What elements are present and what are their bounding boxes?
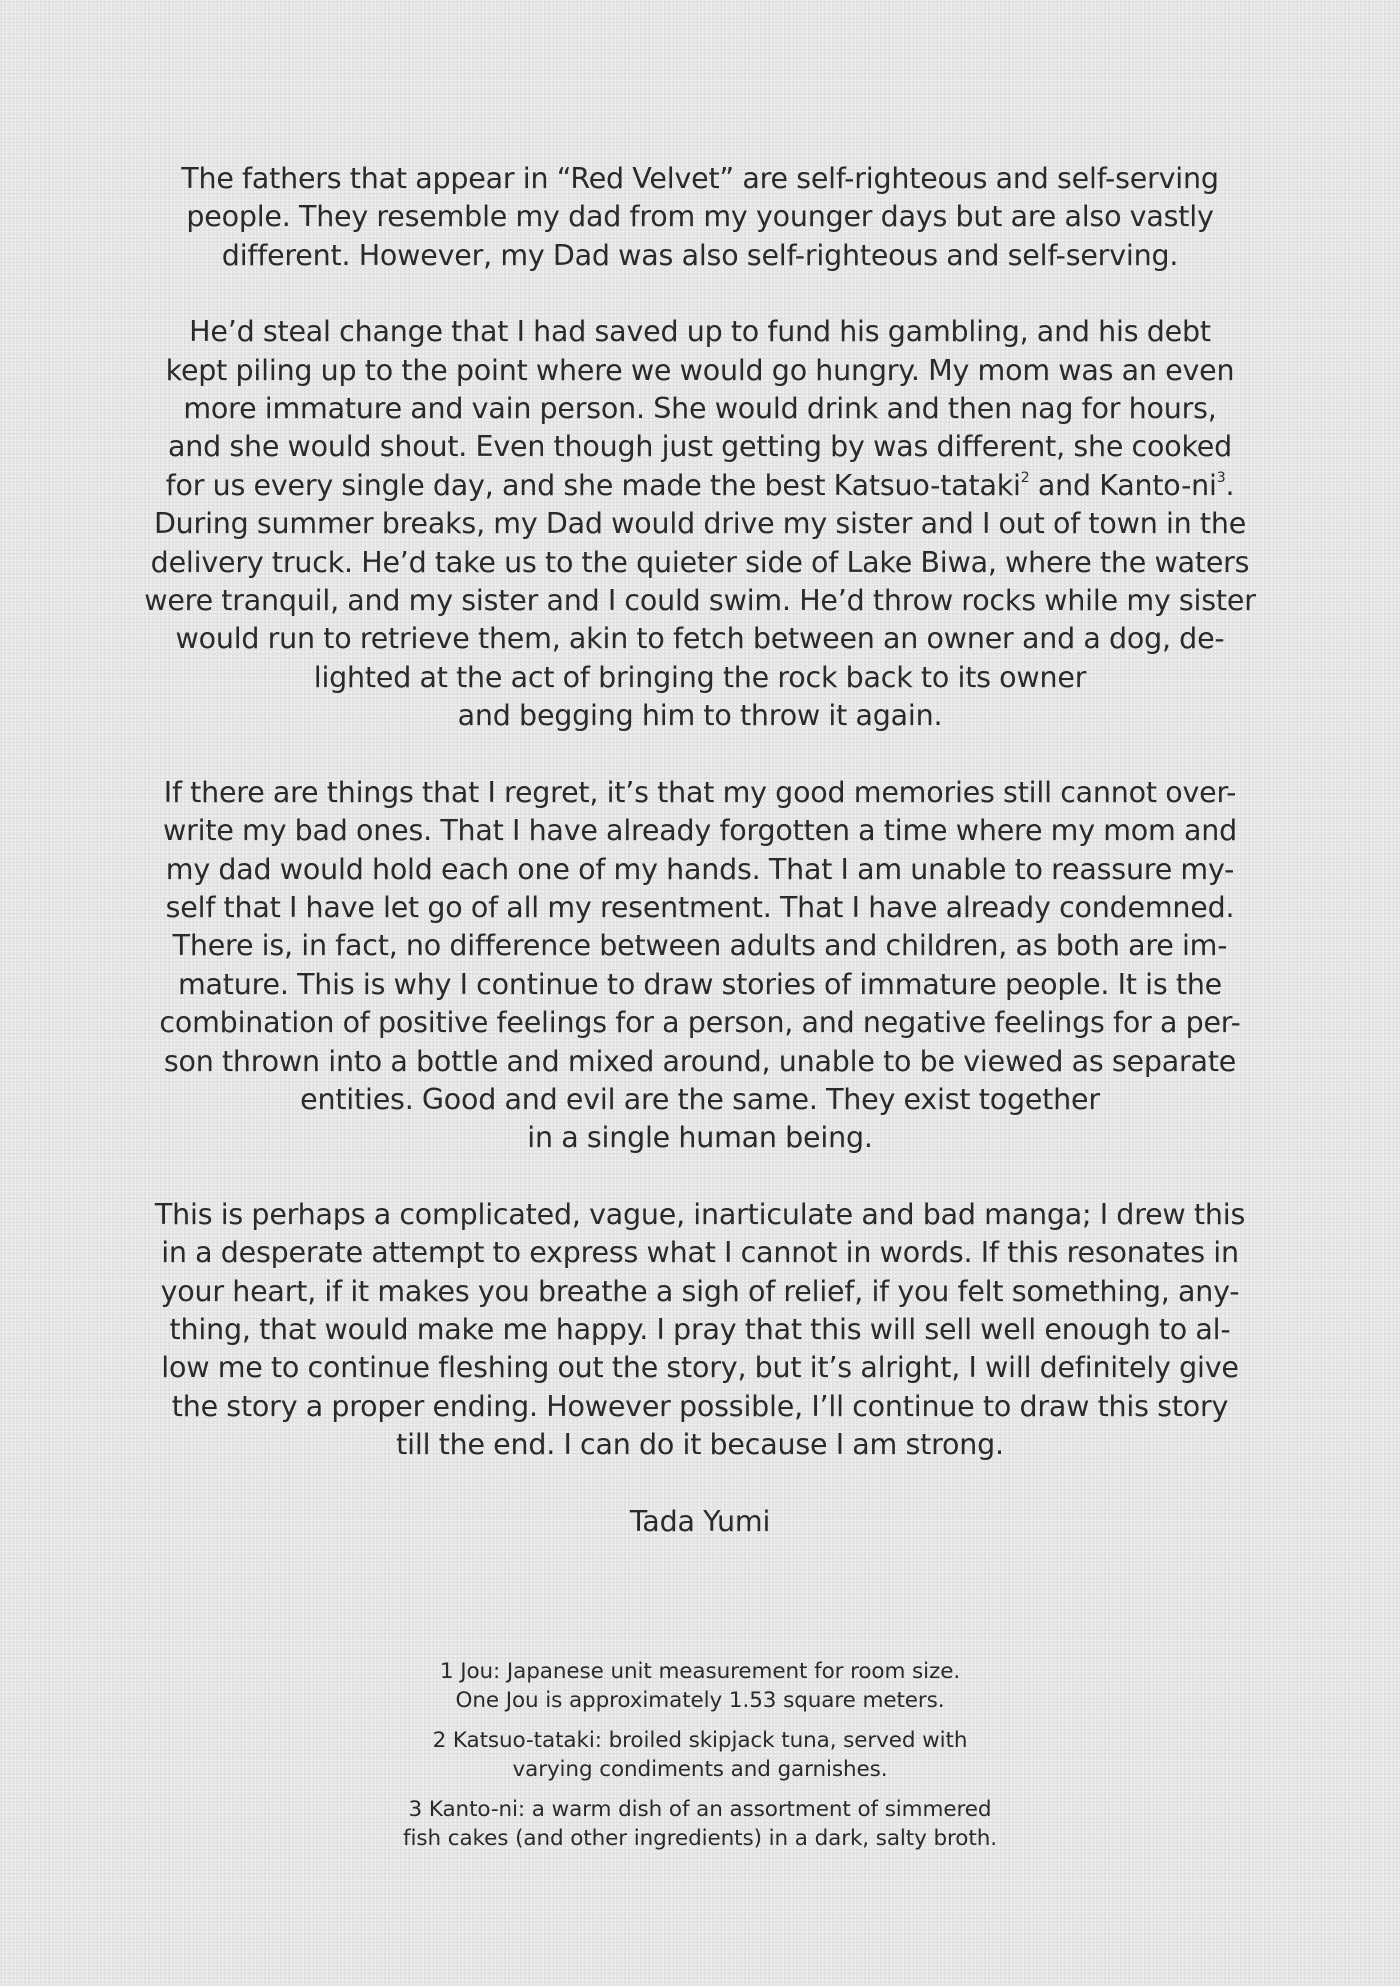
text-line: different. However, my Dad was also self-righteous and self-serving.	[221, 238, 1179, 272]
text-line: would run to retrieve them, akin to fetch between an owner and a dog, de-	[175, 622, 1225, 656]
text-line: your heart, if it makes you breathe a sigh of relief, if you felt something, any-	[160, 1274, 1240, 1308]
footnote-2	[200, 1727, 1200, 1784]
footnote-line: fish cakes (and other ingredients) in a dark, salty broth.	[403, 1825, 997, 1851]
text-line: in a desperate attempt to express what I cannot in words. If this resonates in	[161, 1236, 1239, 1270]
text-line: were tranquil, and my sister and I could swim. He’d throw rocks while my sister	[144, 584, 1256, 618]
text-line: combination of positive feelings for a person, and negative feelings for a per-	[159, 1006, 1241, 1040]
footnote-line: 1 Jou: Japanese unit measurement for room size.	[439, 1659, 961, 1684]
text-line: kept piling up to the point where we would go hungry. My mom was an even	[165, 353, 1235, 387]
paragraph-1	[100, 160, 1300, 275]
footnotes	[200, 1658, 1200, 1866]
text-line: son thrown into a bottle and mixed around, unable to be viewed as separate	[163, 1044, 1237, 1078]
footnote-line: 2 Katsuo-tataki: broiled skipjack tuna, served with	[432, 1728, 968, 1754]
text-line: more immature and vain person. She would drink and then nag for hours,	[183, 392, 1217, 426]
text-line: The fathers that appear in “Red Velvet” are self-righteous and self-serving	[181, 162, 1219, 195]
paragraph-4	[100, 1196, 1300, 1465]
text-line: thing, that would make me happy. I pray that this will sell well enough to al-	[169, 1312, 1231, 1346]
text-fragment: for us every single day, and she made the best Katsuo-tataki	[165, 468, 1021, 502]
footnote-line: One Jou is approximately 1.53 square meters.	[455, 1687, 945, 1713]
text-fragment: and Kanto-ni	[1029, 468, 1217, 502]
text-line: the story a proper ending. However possible, I’ll continue to draw this story	[171, 1389, 1229, 1423]
footnote-1	[200, 1658, 1200, 1715]
text-line: and begging him to throw it again.	[457, 699, 943, 733]
text-line-with-footnote-refs	[100, 467, 1300, 505]
footnote-3	[200, 1796, 1200, 1853]
text-line: people. They resemble my dad from my younger days but are also vastly	[186, 200, 1214, 234]
text-line: my dad would hold each one of my hands. That I am unable to reassure my-	[165, 852, 1235, 886]
text-line: and she would shout. Even though just getting by was different, she cooked	[167, 430, 1233, 464]
text-line: He’d steal change that I had saved up to fund his gambling, and his debt	[189, 315, 1211, 349]
paragraph-2	[100, 313, 1300, 735]
text-line: This is perhaps a complicated, vague, inarticulate and bad manga; I drew this	[154, 1197, 1246, 1231]
text-line: During summer breaks, my Dad would drive my sister and I out of town in the	[153, 507, 1247, 541]
text-line: There is, in fact, no difference between adults and children, as both are im-	[172, 929, 1228, 963]
signature-text: Tada Yumi	[629, 1504, 771, 1538]
text-line: low me to continue fleshing out the story, but it’s alright, I will definitely give	[161, 1351, 1239, 1385]
footnote-ref-2: 2	[1020, 469, 1030, 486]
text-line: till the end. I can do it because I am strong.	[396, 1428, 1004, 1462]
footnote-line: varying condiments and garnishes.	[512, 1756, 888, 1782]
text-line: write my bad ones. That I have already forgotten a time where my mom and	[163, 814, 1237, 848]
footnote-ref-3: 3	[1216, 469, 1226, 486]
text-line: in a single human being.	[527, 1121, 873, 1155]
text-line: delivery truck. He’d take us to the quieter side of Lake Biwa, where the waters	[150, 545, 1250, 579]
footnote-line: 3 Kanto-ni: a warm dish of an assortment of simmered	[408, 1797, 992, 1823]
author-signature	[100, 1503, 1300, 1541]
text-line: mature. This is why I continue to draw stories of immature people. It is the	[177, 967, 1223, 1001]
text-line: entities. Good and evil are the same. They exist together	[300, 1082, 1100, 1116]
text-line: self that I have let go of all my resentment. That I have already condemned.	[165, 890, 1235, 924]
text-line: lighted at the act of bringing the rock back to its owner	[313, 660, 1087, 694]
text-line: If there are things that I regret, it’s that my good memories still cannot over-	[163, 775, 1237, 809]
afterword-body	[100, 160, 1300, 1579]
paragraph-3	[100, 774, 1300, 1158]
text-fragment: .	[1225, 468, 1235, 502]
